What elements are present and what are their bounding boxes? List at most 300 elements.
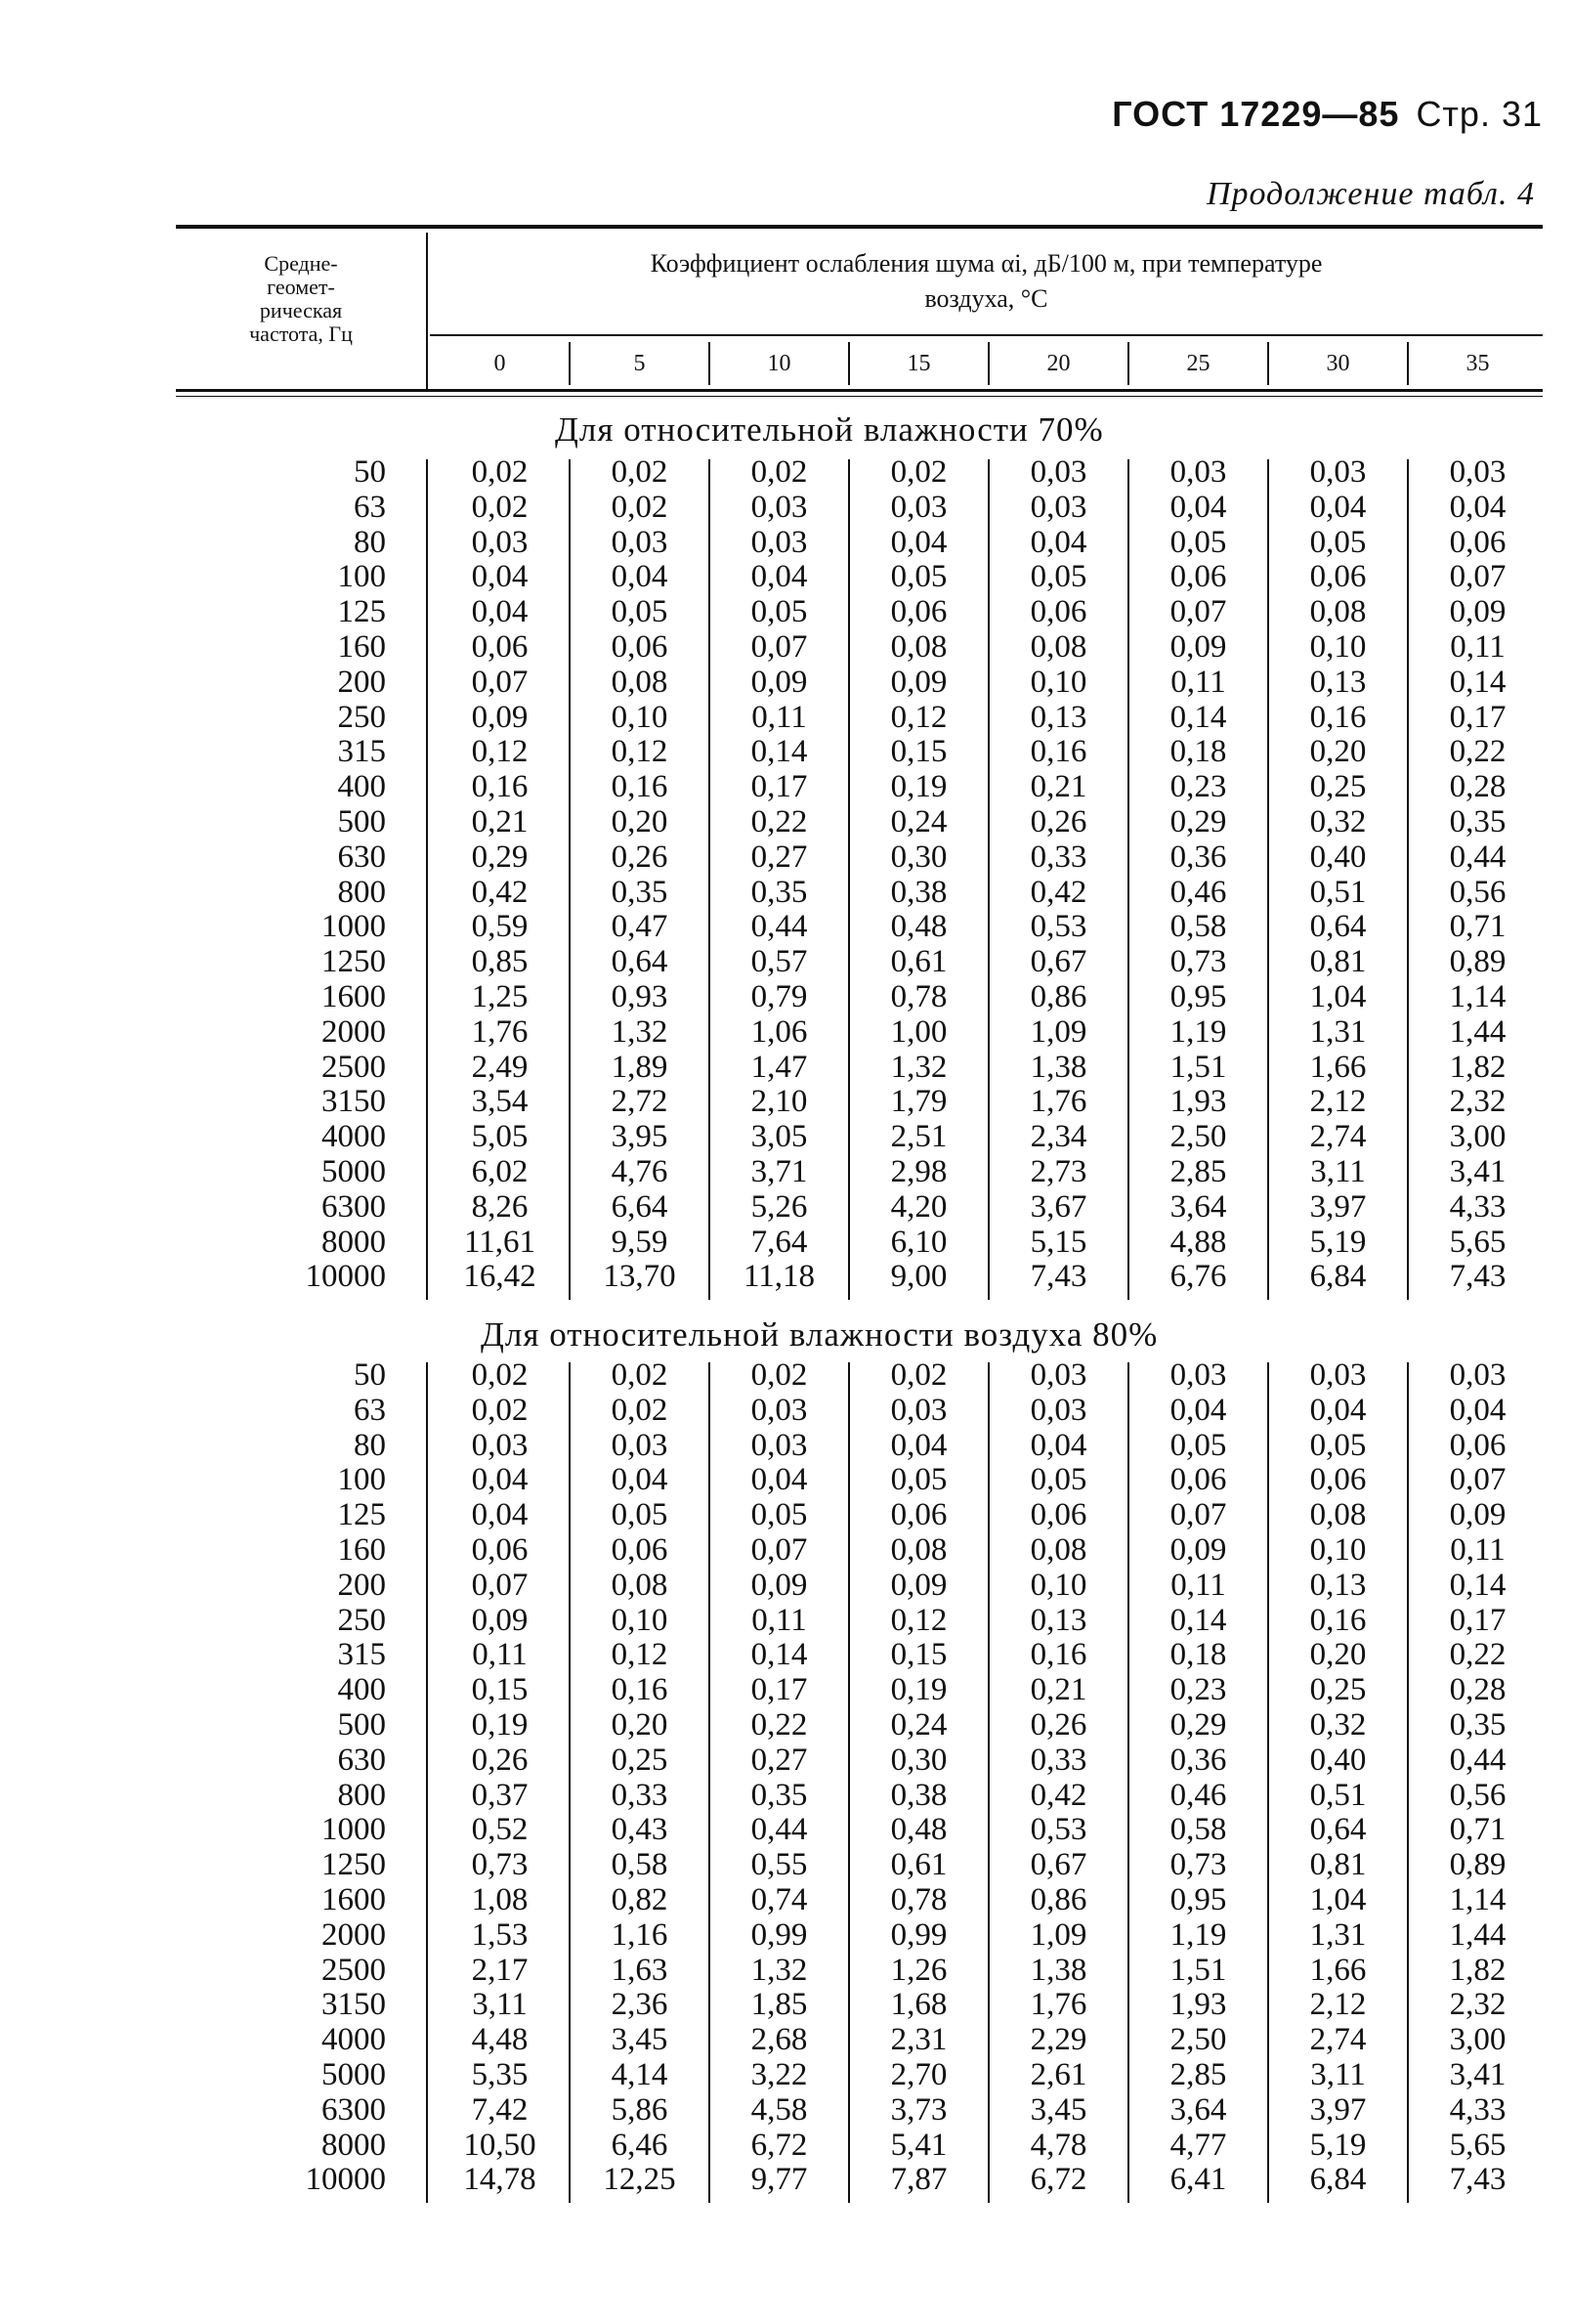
frequency-cell: 1600 <box>321 1881 386 1917</box>
coefficient-cell: 0,06 <box>1169 559 1227 595</box>
coefficient-cell: 0,26 <box>1030 1706 1087 1743</box>
coefficient-cell: 0,93 <box>611 978 668 1014</box>
freq-header-line: рическая <box>259 298 343 323</box>
coefficient-cell: 2,31 <box>890 2022 948 2058</box>
table-body-80 <box>176 1358 1543 2198</box>
coefficient-cell: 0,64 <box>611 944 668 980</box>
coefficient-cell: 6,72 <box>1030 2162 1087 2198</box>
frequency-cell: 160 <box>337 628 386 665</box>
coefficient-cell: 0,04 <box>750 559 808 595</box>
coefficient-cell: 0,51 <box>1309 1777 1367 1813</box>
coefficient-cell: 0,06 <box>611 628 668 665</box>
section-title-70: Для относительной влажности 70% <box>555 410 1104 449</box>
table-row <box>176 1394 1543 1429</box>
frequency-cell: 2500 <box>321 1049 386 1085</box>
table-top-rule <box>176 225 1543 229</box>
coefficient-cell: 1,32 <box>750 1952 808 1988</box>
coefficient-cell: 0,74 <box>750 1881 808 1917</box>
coefficient-cell: 0,04 <box>890 524 948 560</box>
coefficient-cell: 6,84 <box>1309 1259 1367 1295</box>
table-row <box>176 1638 1543 1673</box>
coefficient-cell: 0,08 <box>611 664 668 700</box>
coefficient-cell: 0,38 <box>890 1777 948 1813</box>
coefficient-cell: 0,03 <box>1030 1392 1087 1428</box>
frequency-cell: 80 <box>354 524 386 560</box>
coefficient-cell: 7,43 <box>1449 2162 1507 2198</box>
coefficient-cell: 0,05 <box>611 594 668 630</box>
coefficient-cell: 0,02 <box>750 454 808 490</box>
coefficient-cell: 0,13 <box>1030 699 1087 735</box>
coefficient-cell: 0,35 <box>750 874 808 910</box>
coefficient-cell: 0,27 <box>750 839 808 875</box>
coefficient-cell: 6,46 <box>611 2127 668 2163</box>
coefficient-cell: 0,10 <box>1309 628 1367 665</box>
coefficient-cell: 0,06 <box>890 1497 948 1533</box>
coefficient-cell: 0,89 <box>1449 944 1507 980</box>
coefficient-cell: 6,41 <box>1169 2162 1227 2198</box>
coefficient-cell: 1,76 <box>1030 1084 1087 1120</box>
coefficient-cell: 0,05 <box>1309 1427 1367 1463</box>
coefficient-cell: 0,56 <box>1449 1777 1507 1813</box>
table-row <box>176 1673 1543 1708</box>
coefficient-cell: 1,68 <box>890 1987 948 2023</box>
temperature-header-cell: 5 <box>633 351 646 376</box>
coefficient-cell: 14,78 <box>463 2162 536 2198</box>
table-row <box>176 1779 1543 1814</box>
coefficient-cell: 5,15 <box>1030 1224 1087 1260</box>
frequency-cell: 2000 <box>321 1013 386 1050</box>
coefficient-cell: 0,12 <box>611 1637 668 1673</box>
coefficient-cell: 0,05 <box>1309 524 1367 560</box>
coefficient-cell: 0,20 <box>611 803 668 839</box>
frequency-cell: 160 <box>337 1531 386 1568</box>
coefficient-cell: 0,08 <box>1309 1497 1367 1533</box>
column-divider <box>708 459 710 1300</box>
coefficient-cell: 11,61 <box>463 1224 536 1260</box>
frequency-cell: 8000 <box>321 2127 386 2163</box>
coefficient-cell: 0,03 <box>750 1392 808 1428</box>
coefficient-cell: 5,41 <box>890 2127 948 2163</box>
frequency-cell: 5000 <box>321 2056 386 2092</box>
column-divider <box>988 459 990 1300</box>
column-divider <box>1127 1362 1129 2203</box>
coefficient-cell: 1,14 <box>1449 1881 1507 1917</box>
coefficient-cell: 2,70 <box>890 2056 948 2092</box>
table-row <box>176 1463 1543 1498</box>
frequency-cell: 1000 <box>321 1812 386 1848</box>
frequency-cell: 630 <box>337 839 386 875</box>
coefficient-cell: 0,07 <box>1169 1497 1227 1533</box>
coefficient-cell: 0,09 <box>890 1567 948 1603</box>
coefficient-cell: 3,67 <box>1030 1188 1087 1225</box>
coefficient-cell: 0,09 <box>890 664 948 700</box>
coefficient-cell: 3,11 <box>1310 2056 1366 2092</box>
coefficient-cell: 0,28 <box>1449 769 1507 805</box>
table-row <box>176 1708 1543 1743</box>
table-row <box>176 910 1543 945</box>
coefficient-cell: 0,73 <box>1169 1847 1227 1883</box>
coefficient-cell: 0,33 <box>1030 1742 1087 1778</box>
coefficient-cell: 4,58 <box>750 2091 808 2128</box>
coefficient-cell: 0,36 <box>1169 839 1227 875</box>
coefficient-cell: 1,63 <box>611 1952 668 1988</box>
coefficient-cell: 3,41 <box>1449 1153 1507 1189</box>
coefficient-cell: 0,89 <box>1449 1847 1507 1883</box>
coefficient-cell: 2,17 <box>471 1952 529 1988</box>
frequency-cell: 800 <box>337 1777 386 1813</box>
coefficient-cell: 0,23 <box>1169 769 1227 805</box>
coefficient-cell: 3,97 <box>1309 2091 1367 2128</box>
coefficient-cell: 0,14 <box>750 1637 808 1673</box>
coefficient-cell: 0,46 <box>1169 874 1227 910</box>
coefficient-cell: 0,06 <box>1030 1497 1087 1533</box>
coefficient-cell: 0,42 <box>471 874 529 910</box>
header-bottom-rule <box>176 389 1543 392</box>
frequency-cell: 3150 <box>321 1987 386 2023</box>
coefficient-cell: 0,58 <box>1169 1812 1227 1848</box>
coefficient-cell: 0,04 <box>1030 1427 1087 1463</box>
coefficient-cell: 6,64 <box>611 1188 668 1225</box>
coefficient-cell: 0,24 <box>890 803 948 839</box>
coefficient-cell: 0,30 <box>890 1742 948 1778</box>
coefficient-cell: 10,50 <box>463 2127 536 2163</box>
table-row <box>176 2023 1543 2058</box>
table-row <box>176 1954 1543 1989</box>
coefficient-cell: 5,65 <box>1449 2127 1507 2163</box>
table-row <box>176 1358 1543 1394</box>
frequency-cell: 4000 <box>321 2022 386 2058</box>
column-divider <box>569 459 571 1300</box>
table-row <box>176 1498 1543 1533</box>
coefficient-cell: 0,42 <box>1030 874 1087 910</box>
coefficient-cell: 1,53 <box>471 1916 529 1953</box>
page-header <box>1112 94 1543 135</box>
coefficient-cell: 0,02 <box>611 454 668 490</box>
coefficient-cell: 0,55 <box>750 1847 808 1883</box>
table-row <box>176 840 1543 876</box>
coefficient-cell: 1,32 <box>611 1013 668 1050</box>
coefficient-cell: 0,09 <box>1169 628 1227 665</box>
coefficient-cell: 11,18 <box>743 1259 816 1295</box>
coefficient-cell: 5,26 <box>750 1188 808 1225</box>
coefficient-cell: 0,16 <box>1030 1637 1087 1673</box>
temperature-header-cell: 0 <box>493 351 506 376</box>
coefficient-cell: 3,45 <box>611 2022 668 2058</box>
coefficient-cell: 4,76 <box>611 1153 668 1189</box>
frequency-cell: 1600 <box>321 978 386 1014</box>
table-row <box>176 980 1543 1015</box>
coefficient-cell: 0,05 <box>890 1462 948 1498</box>
coefficient-cell: 0,03 <box>471 1427 529 1463</box>
coefficient-cell: 4,48 <box>471 2022 529 2058</box>
frequency-cell: 200 <box>337 664 386 700</box>
coefficient-cell: 0,04 <box>890 1427 948 1463</box>
coefficient-cell: 0,03 <box>1449 454 1507 490</box>
coefficient-cell: 0,09 <box>1169 1531 1227 1568</box>
coefficient-cell: 3,71 <box>750 1153 808 1189</box>
coefficient-cell: 0,03 <box>1030 1357 1087 1393</box>
coefficient-cell: 0,29 <box>1169 803 1227 839</box>
frequency-cell: 6300 <box>321 2091 386 2128</box>
column-divider <box>1267 459 1269 1300</box>
frequency-cell: 200 <box>337 1567 386 1603</box>
frequency-cell: 4000 <box>321 1119 386 1155</box>
coefficient-cell: 5,35 <box>471 2056 529 2092</box>
column-divider <box>708 342 710 385</box>
table-row <box>176 2129 1543 2164</box>
coefficient-cell: 2,72 <box>611 1084 668 1120</box>
table-row <box>176 770 1543 805</box>
coefficient-cell: 0,61 <box>890 944 948 980</box>
column-divider <box>1407 459 1409 1300</box>
coefficient-cell: 0,33 <box>1030 839 1087 875</box>
frequency-cell: 315 <box>337 734 386 770</box>
coefficient-cell: 7,64 <box>750 1224 808 1260</box>
table-row <box>176 805 1543 840</box>
coefficient-cell: 2,68 <box>750 2022 808 2058</box>
coefficient-cell: 0,03 <box>1309 454 1367 490</box>
coefficient-cell: 0,35 <box>1449 1706 1507 1743</box>
coefficient-cell: 0,02 <box>890 1357 948 1393</box>
frequency-cell: 400 <box>337 769 386 805</box>
coefficient-cell: 1,38 <box>1030 1952 1087 1988</box>
coefficient-cell: 2,10 <box>750 1084 808 1120</box>
coefficient-cell: 0,03 <box>750 489 808 525</box>
coefficient-cell: 0,06 <box>471 628 529 665</box>
table-row <box>176 735 1543 770</box>
table-row <box>176 1743 1543 1779</box>
coefficient-cell: 0,03 <box>1309 1357 1367 1393</box>
coefficient-cell: 0,24 <box>890 1706 948 1743</box>
coef-header-line-2: воздуха, °С <box>924 284 1048 313</box>
coefficient-cell: 2,61 <box>1030 2056 1087 2092</box>
coefficient-cell: 0,03 <box>1449 1357 1507 1393</box>
coefficient-cell: 0,04 <box>1309 489 1367 525</box>
coefficient-cell: 2,50 <box>1169 2022 1227 2058</box>
coefficient-cell: 1,38 <box>1030 1049 1087 1085</box>
coefficient-cell: 0,95 <box>1169 978 1227 1014</box>
coefficient-cell: 0,07 <box>750 628 808 665</box>
frequency-cell: 800 <box>337 874 386 910</box>
coefficient-header <box>430 246 1543 317</box>
coefficient-cell: 0,61 <box>890 1847 948 1883</box>
coefficient-cell: 0,06 <box>1309 559 1367 595</box>
coefficient-cell: 0,13 <box>1309 1567 1367 1603</box>
coefficient-cell: 13,70 <box>603 1259 676 1295</box>
coefficient-cell: 0,86 <box>1030 1881 1087 1917</box>
table-row <box>176 876 1543 911</box>
coefficient-cell: 0,47 <box>611 909 668 945</box>
coefficient-cell: 4,33 <box>1449 2091 1507 2128</box>
coefficient-cell: 0,19 <box>471 1706 529 1743</box>
column-divider <box>569 342 571 385</box>
coef-header-rule <box>430 334 1543 336</box>
coefficient-cell: 1,76 <box>471 1013 529 1050</box>
coefficient-cell: 3,11 <box>472 1987 528 2023</box>
section-title-80: Для относительной влажности воздуха 80% <box>481 1315 1159 1354</box>
coefficient-cell: 0,03 <box>890 1392 948 1428</box>
coefficient-cell: 0,29 <box>471 839 529 875</box>
coefficient-cell: 3,73 <box>890 2091 948 2128</box>
coefficient-cell: 2,12 <box>1309 1084 1367 1120</box>
table-row <box>176 1813 1543 1848</box>
coefficient-cell: 1,31 <box>1309 1916 1367 1953</box>
frequency-cell: 1250 <box>321 1847 386 1883</box>
frequency-cell: 63 <box>354 1392 386 1428</box>
coefficient-cell: 0,04 <box>1030 524 1087 560</box>
coefficient-cell: 2,12 <box>1309 1987 1367 2023</box>
coefficient-cell: 0,10 <box>1309 1531 1367 1568</box>
coefficient-cell: 0,03 <box>611 524 668 560</box>
table-row <box>176 1988 1543 2023</box>
coefficient-cell: 0,51 <box>1309 874 1367 910</box>
coefficient-cell: 0,25 <box>1309 769 1367 805</box>
coefficient-cell: 0,18 <box>1169 1637 1227 1673</box>
column-divider <box>1127 342 1129 385</box>
coefficient-cell: 3,97 <box>1309 1188 1367 1225</box>
table-row <box>176 1155 1543 1190</box>
coefficient-cell: 0,35 <box>1449 803 1507 839</box>
coefficient-cell: 0,04 <box>1169 1392 1227 1428</box>
coefficient-cell: 0,08 <box>1030 1531 1087 1568</box>
table-row <box>176 1226 1543 1261</box>
frequency-cell: 63 <box>354 489 386 525</box>
coefficient-cell: 0,38 <box>890 874 948 910</box>
coefficient-cell: 2,50 <box>1169 1119 1227 1155</box>
coefficient-cell: 0,07 <box>750 1531 808 1568</box>
coefficient-cell: 0,02 <box>611 489 668 525</box>
coefficient-cell: 0,79 <box>750 978 808 1014</box>
coefficient-cell: 0,86 <box>1030 978 1087 1014</box>
table-row <box>176 1015 1543 1051</box>
temperature-header-cell: 30 <box>1326 351 1350 376</box>
coefficient-cell: 0,03 <box>1169 1357 1227 1393</box>
frequency-cell: 10000 <box>305 2162 386 2198</box>
coefficient-cell: 7,43 <box>1449 1259 1507 1295</box>
coefficient-cell: 5,65 <box>1449 1224 1507 1260</box>
coefficient-cell: 0,23 <box>1169 1672 1227 1708</box>
coefficient-cell: 0,09 <box>1449 1497 1507 1533</box>
coefficient-cell: 0,14 <box>1169 699 1227 735</box>
freq-header-line: геомет- <box>267 275 335 299</box>
table-row <box>176 560 1543 595</box>
coefficient-cell: 1,93 <box>1169 1987 1227 2023</box>
coefficient-cell: 0,28 <box>1449 1672 1507 1708</box>
coefficient-cell: 0,40 <box>1309 1742 1367 1778</box>
coefficient-cell: 2,32 <box>1449 1987 1507 2023</box>
table-row <box>176 945 1543 980</box>
coefficient-cell: 0,32 <box>1309 803 1367 839</box>
coefficient-cell: 0,09 <box>471 1602 529 1638</box>
coefficient-cell: 0,22 <box>1449 1637 1507 1673</box>
coefficient-cell: 0,15 <box>890 1637 948 1673</box>
coefficient-cell: 0,05 <box>1169 1427 1227 1463</box>
coefficient-cell: 0,05 <box>750 1497 808 1533</box>
coefficient-cell: 0,14 <box>1449 1567 1507 1603</box>
coefficient-cell: 0,08 <box>890 628 948 665</box>
coefficient-cell: 0,02 <box>471 1392 529 1428</box>
table-row <box>176 455 1543 491</box>
coefficient-cell: 0,35 <box>750 1777 808 1813</box>
coefficient-cell: 0,03 <box>750 524 808 560</box>
coefficient-cell: 0,71 <box>1449 909 1507 945</box>
coefficient-cell: 0,17 <box>750 1672 808 1708</box>
coefficient-cell: 0,15 <box>471 1672 529 1708</box>
temperature-header-cell: 15 <box>907 351 931 376</box>
coefficient-cell: 0,06 <box>1030 594 1087 630</box>
coefficient-cell: 0,03 <box>471 524 529 560</box>
coefficient-cell: 0,10 <box>1030 664 1087 700</box>
coefficient-cell: 0,71 <box>1449 1812 1507 1848</box>
coefficient-cell: 0,07 <box>471 664 529 700</box>
frequency-cell: 500 <box>337 803 386 839</box>
column-divider <box>708 1362 710 2203</box>
coefficient-cell: 0,16 <box>611 769 668 805</box>
page-number: Стр. 31 <box>1416 94 1543 134</box>
coefficient-cell: 0,02 <box>750 1357 808 1393</box>
coefficient-cell: 0,10 <box>1030 1567 1087 1603</box>
temperature-header-cell: 25 <box>1186 351 1211 376</box>
table-row <box>176 1085 1543 1120</box>
coefficient-cell: 0,05 <box>750 594 808 630</box>
coefficient-cell: 3,00 <box>1449 2022 1507 2058</box>
freq-header-line: частота, Гц <box>249 322 353 346</box>
table-body-70 <box>176 455 1543 1295</box>
frequency-cell: 3150 <box>321 1084 386 1120</box>
coefficient-cell: 5,19 <box>1309 1224 1367 1260</box>
coefficient-cell: 1,04 <box>1309 978 1367 1014</box>
coefficient-cell: 0,11 <box>1170 664 1226 700</box>
table-row <box>176 1120 1543 1155</box>
coefficient-cell: 0,04 <box>471 1497 529 1533</box>
coefficient-cell: 2,85 <box>1169 2056 1227 2092</box>
coefficient-cell: 0,09 <box>471 699 529 735</box>
coefficient-cell: 0,26 <box>471 1742 529 1778</box>
coefficient-cell: 0,42 <box>1030 1777 1087 1813</box>
coefficient-cell: 0,12 <box>890 1602 948 1638</box>
coefficient-cell: 4,33 <box>1449 1188 1507 1225</box>
coefficient-cell: 1,31 <box>1309 1013 1367 1050</box>
coefficient-cell: 2,36 <box>611 1987 668 2023</box>
coefficient-cell: 0,95 <box>1169 1881 1227 1917</box>
coefficient-cell: 0,56 <box>1449 874 1507 910</box>
coefficient-cell: 0,52 <box>471 1812 529 1848</box>
table-row <box>176 1848 1543 1883</box>
coefficient-cell: 2,73 <box>1030 1153 1087 1189</box>
coefficient-cell: 0,16 <box>471 769 529 805</box>
coefficient-cell: 1,89 <box>611 1049 668 1085</box>
coefficient-cell: 12,25 <box>603 2162 676 2198</box>
coefficient-cell: 0,11 <box>751 699 807 735</box>
coefficient-cell: 6,10 <box>890 1224 948 1260</box>
coefficient-cell: 0,08 <box>1309 594 1367 630</box>
coefficient-cell: 0,20 <box>611 1706 668 1743</box>
coefficient-cell: 0,02 <box>611 1392 668 1428</box>
coefficient-cell: 0,08 <box>611 1567 668 1603</box>
coefficient-cell: 3,11 <box>1310 1153 1366 1189</box>
coefficient-cell: 0,81 <box>1309 1847 1367 1883</box>
coefficient-cell: 0,20 <box>1309 1637 1367 1673</box>
coefficient-cell: 0,07 <box>1169 594 1227 630</box>
coefficient-cell: 0,40 <box>1309 839 1367 875</box>
coefficient-cell: 1,06 <box>750 1013 808 1050</box>
coefficient-cell: 0,05 <box>611 1497 668 1533</box>
coefficient-cell: 0,12 <box>471 734 529 770</box>
frequency-cell: 6300 <box>321 1188 386 1225</box>
coefficient-cell: 1,25 <box>471 978 529 1014</box>
coefficient-cell: 0,85 <box>471 944 529 980</box>
frequency-cell: 1250 <box>321 944 386 980</box>
